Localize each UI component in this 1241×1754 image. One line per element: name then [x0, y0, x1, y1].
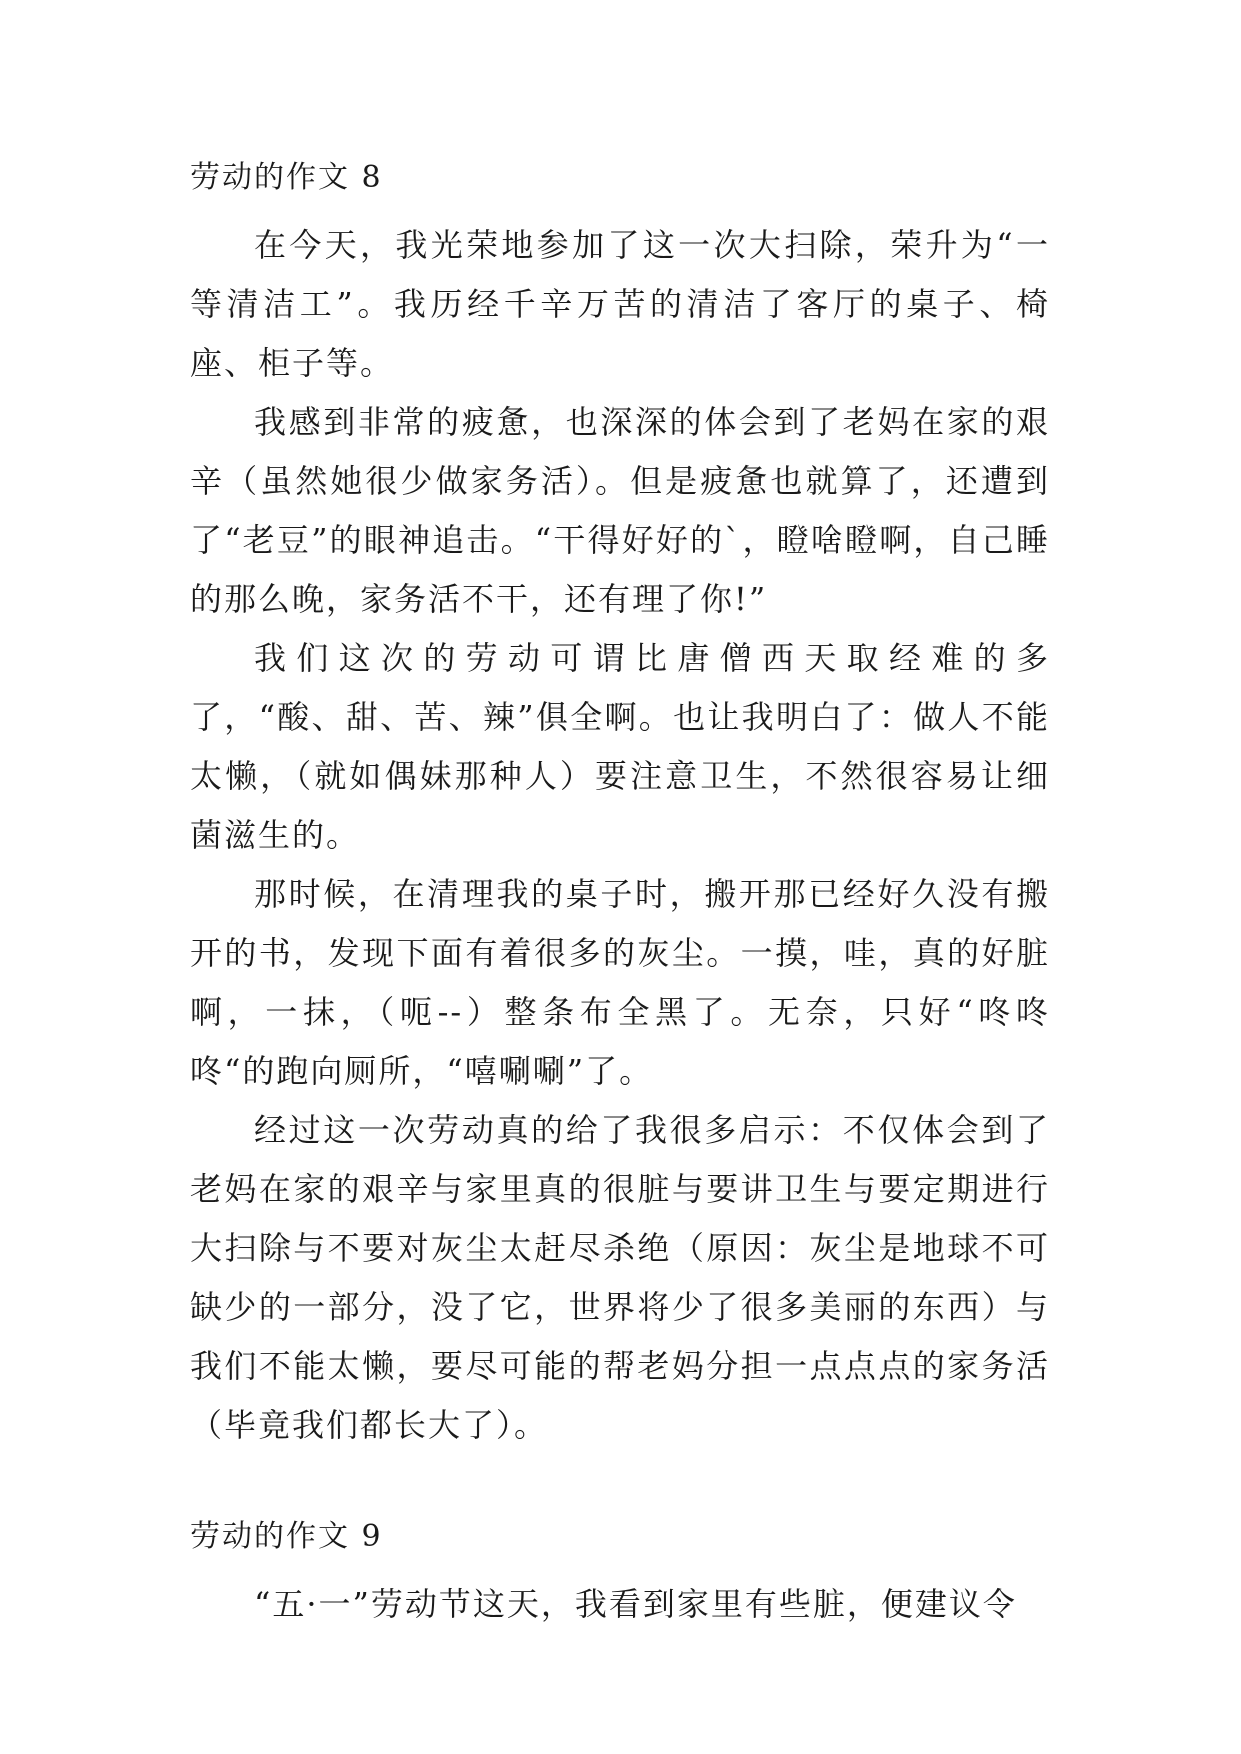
paragraph: 在今天，我光荣地参加了这一次大扫除，荣升为“一等清洁工”。我历经千辛万苦的清洁了客厅的桌子、椅座、柜子等。 [190, 226, 1050, 382]
paragraph: “五·一”劳动节这天，我看到家里有些脏，便建议令 [254, 1585, 1017, 1623]
paragraph: 那时候，在清理我的桌子时，搬开那已经好久没有搬开的书，发现下面有着很多的灰尘。一摸，哇，真的好脏啊，一抹，（呃--）整条布全黑了。无奈，只好“咚咚咚“的跑向厕所，“嘻唰唰”了。 [190, 875, 1050, 1090]
paragraph: 经过这一次劳动真的给了我很多启示：不仅体会到了老妈在家的艰辛与家里真的很脏与要讲卫生与要定期进行大扫除与不要对灰尘太赶尽杀绝（原因：灰尘是地球不可缺少的一部分，没了它，世界将少了很多美丽的东西）与我们不能太懒，要尽可能的帮老妈分担一点点点的家务活（毕竟我们都长大了）。 [190, 1111, 1050, 1444]
section-title: 劳动的作文 9 [190, 1519, 383, 1554]
document-page [190, 158, 1050, 1634]
essay-section-9 [190, 1517, 1050, 1634]
section-divider-space [190, 1455, 1050, 1517]
section-title: 劳动的作文 8 [190, 160, 383, 195]
paragraph: 我感到非常的疲惫，也深深的体会到了老妈在家的艰辛（虽然她很少做家务活）。但是疲惫也就算了，还遭到了“老豆”的眼神追击。“干得好好的`，瞪啥瞪啊，自己睡的那么晚，家务活不干，还有理了你!” [190, 403, 1050, 618]
essay-section-8 [190, 158, 1050, 1455]
paragraph: 我们这次的劳动可谓比唐僧西天取经难的多了，“酸、甜、苦、辣”俱全啊。也让我明白了：做人不能太懒，（就如偶妹那种人）要注意卫生，不然很容易让细菌滋生的。 [190, 639, 1050, 854]
